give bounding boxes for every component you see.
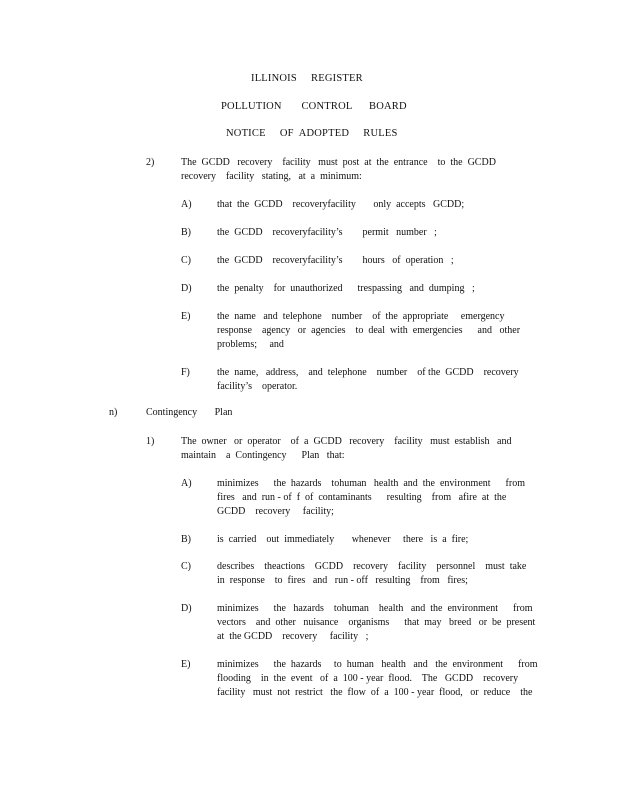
item-1b-label: B) xyxy=(181,534,191,545)
item-2b-text: the GCDD recoveryfacility’s permit number ; xyxy=(217,227,437,238)
item-1a-text: minimizes the hazards tohuman health and the environment from fires and run - of f of contaminants resulting from afire at the GCDD recovery facility; xyxy=(217,478,525,517)
item-2e-label: E) xyxy=(181,311,191,322)
item-1a-label: A) xyxy=(181,478,192,489)
item-2e-text: the name and telephone number of the appropriate emergency response agency or agencies to deal with emergencies and other problems; and xyxy=(217,311,521,350)
item-1c-text: describes theactions GCDD recovery facility personnel must take in response to fires and run - off resulting from fires; xyxy=(217,561,527,586)
notice-title: NOTICE OF ADOPTED RULES xyxy=(226,128,398,139)
item-2b-label: B) xyxy=(181,227,191,238)
item-2f-label: F) xyxy=(181,367,190,378)
item-2c-text: the GCDD recoveryfacility’s hours of operation ; xyxy=(217,255,454,266)
item-1d-text: minimizes the hazards tohuman health and the environment from vectors and other nuisance organisms that may breed or be present at the GCDD recovery facility ; xyxy=(217,603,536,642)
section-n-title: Contingency Plan xyxy=(146,407,233,418)
item-2-text: The GCDD recovery facility must post at the entrance to the GCDD recovery facility stating, at a minimum: xyxy=(181,157,496,182)
item-1d-label: D) xyxy=(181,603,192,614)
item-2a-text: that the GCDD recoveryfacility only accepts GCDD; xyxy=(217,199,465,210)
item-2a-label: A) xyxy=(181,199,192,210)
item-1-label: 1) xyxy=(146,436,155,447)
register-title: ILLINOIS REGISTER xyxy=(251,73,363,84)
item-2c-label: C) xyxy=(181,255,191,266)
item-1b-text: is carried out immediately whenever there is a fire; xyxy=(217,534,469,545)
item-2d-text: the penalty for unauthorized trespassing and dumping ; xyxy=(217,283,475,294)
item-2d-label: D) xyxy=(181,283,192,294)
item-1e-label: E) xyxy=(181,659,191,670)
item-1-text: The owner or operator of a GCDD recovery facility must establish and maintain a Contingency Plan that: xyxy=(181,436,512,461)
section-n-label: n) xyxy=(109,407,118,418)
item-2f-text: the name, address, and telephone number of the GCDD recovery facility’s operator. xyxy=(217,367,519,392)
board-title: POLLUTION CONTROL BOARD xyxy=(221,101,407,112)
item-2-label: 2) xyxy=(146,157,155,168)
item-1e-text: minimizes the hazards to human health and the environment from flooding in the event of a 100 - year flood. The GCDD recovery facility must not restrict the flow of a 100 - year flood, or reduce the xyxy=(217,659,538,698)
item-1c-label: C) xyxy=(181,561,191,572)
